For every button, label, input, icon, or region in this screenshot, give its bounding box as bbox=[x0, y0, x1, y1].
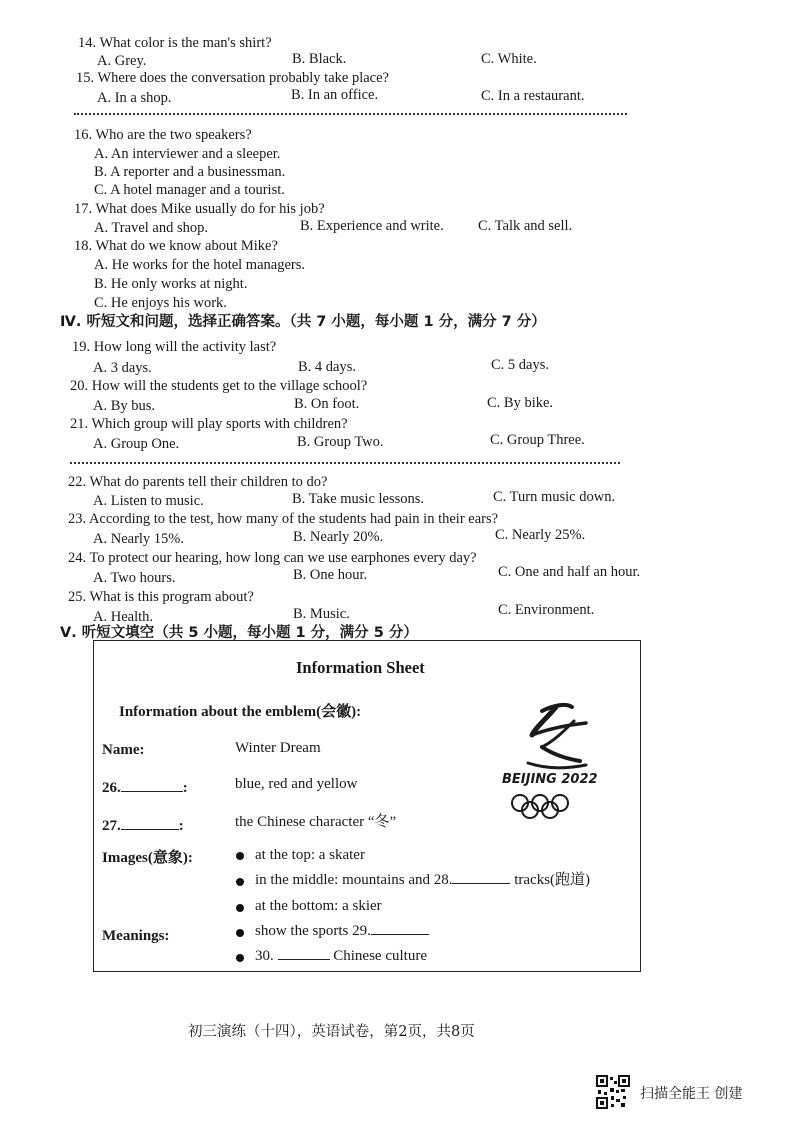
section-heading-v: Ⅴ. 听短文填空（共 5 小题，每小题 1 分，满分 5 分） bbox=[60, 625, 418, 641]
option-b: B. 4 days. bbox=[298, 359, 356, 375]
option-c: C. 5 days. bbox=[491, 357, 549, 373]
name-value: Winter Dream bbox=[235, 740, 321, 756]
dotted-divider bbox=[74, 113, 627, 115]
q27-value: the Chinese character “冬” bbox=[235, 814, 397, 830]
option-c: C. One and half an hour. bbox=[498, 564, 641, 580]
qr-code-icon bbox=[596, 1075, 630, 1109]
bullet bbox=[236, 904, 244, 912]
option-a: A. An interviewer and a sleeper. bbox=[94, 146, 281, 162]
name-label: Name: bbox=[102, 742, 145, 758]
emblem-text: BEIJING 2022 bbox=[502, 772, 598, 787]
sheet-subtitle: Information about the emblem(会徽): bbox=[119, 704, 362, 720]
option-b: B. One hour. bbox=[293, 567, 368, 583]
option-b: B. He only works at night. bbox=[94, 276, 248, 292]
option-b: B. Black. bbox=[292, 51, 347, 67]
question-stem: 17. What does Mike usually do for his job? bbox=[74, 201, 325, 217]
option-b: B. In an office. bbox=[291, 87, 379, 103]
option-b: B. A reporter and a businessman. bbox=[94, 164, 286, 180]
option-c: C. Nearly 25%. bbox=[495, 527, 586, 543]
winter-dream-logo-icon bbox=[502, 697, 618, 777]
question-stem: 16. Who are the two speakers? bbox=[74, 127, 252, 143]
bullet bbox=[236, 878, 244, 886]
image-item-bottom: at the bottom: a skier bbox=[255, 898, 382, 914]
option-a: A. In a shop. bbox=[97, 90, 172, 106]
olympic-rings-icon bbox=[506, 793, 596, 821]
question-stem: 22. What do parents tell their children to do? bbox=[68, 474, 328, 490]
option-c: C. He enjoys his work. bbox=[94, 295, 227, 311]
meaning-item-1: show the sports 29. bbox=[255, 922, 429, 940]
option-a: A. Grey. bbox=[97, 53, 147, 69]
option-a: A. Travel and shop. bbox=[94, 220, 208, 236]
information-sheet bbox=[93, 640, 641, 972]
page-footer: 初三演练（十四），英语试卷，第2页，共8页 bbox=[188, 1024, 475, 1040]
option-a: A. 3 days. bbox=[93, 360, 152, 376]
bullet bbox=[236, 929, 244, 937]
option-b: B. On foot. bbox=[294, 396, 360, 412]
image-item-top: at the top: a skater bbox=[255, 847, 365, 863]
option-c: C. Environment. bbox=[498, 602, 595, 618]
bullet bbox=[236, 852, 244, 860]
bullet bbox=[236, 954, 244, 962]
option-b: B. Nearly 20%. bbox=[293, 529, 384, 545]
beijing-2022-emblem bbox=[502, 697, 618, 827]
q27-label: 27. : bbox=[102, 818, 184, 834]
option-a: A. He works for the hotel managers. bbox=[94, 257, 305, 273]
question-stem: 21. Which group will play sports with children? bbox=[70, 416, 348, 432]
option-a: A. Health. bbox=[93, 609, 153, 625]
option-a: A. Listen to music. bbox=[93, 493, 204, 509]
option-c: C. White. bbox=[481, 51, 537, 67]
option-c: C. In a restaurant. bbox=[481, 88, 585, 104]
question-stem: 19. How long will the activity last? bbox=[72, 339, 277, 355]
question-stem: 14. What color is the man's shirt? bbox=[78, 35, 272, 51]
option-c: C. Turn music down. bbox=[493, 489, 616, 505]
image-item-middle: in the middle: mountains and 28. tracks(跑道) bbox=[255, 872, 591, 888]
option-b: B. Group Two. bbox=[297, 434, 384, 450]
option-c: C. By bike. bbox=[487, 395, 554, 411]
option-c: C. A hotel manager and a tourist. bbox=[94, 182, 285, 198]
images-label: Images(意象): bbox=[102, 850, 193, 866]
meaning-item-2: 30. Chinese culture bbox=[255, 948, 427, 964]
question-stem: 24. To protect our hearing, how long can we use earphones every day? bbox=[68, 550, 477, 566]
option-b: B. Experience and write. bbox=[300, 218, 444, 234]
option-a: A. Two hours. bbox=[93, 570, 176, 586]
q26-label: 26. : bbox=[102, 780, 188, 796]
question-stem: 18. What do we know about Mike? bbox=[74, 238, 278, 254]
option-a: A. By bus. bbox=[93, 398, 156, 414]
section-heading-iv: Ⅳ. 听短文和问题，选择正确答案。（共 7 小题，每小题 1 分，满分 7 分） bbox=[60, 314, 546, 330]
question-stem: 15. Where does the conversation probably take place? bbox=[76, 70, 389, 86]
question-stem: 20. How will the students get to the village school? bbox=[70, 378, 368, 394]
option-c: C. Group Three. bbox=[490, 432, 585, 448]
q26-value: blue, red and yellow bbox=[235, 776, 358, 792]
meanings-label: Meanings: bbox=[102, 928, 170, 944]
dotted-divider bbox=[70, 462, 620, 464]
option-a: A. Nearly 15%. bbox=[93, 531, 185, 547]
scanner-watermark: 扫描全能王 创建 bbox=[640, 1086, 743, 1102]
option-b: B. Music. bbox=[293, 606, 350, 622]
option-b: B. Take music lessons. bbox=[292, 491, 425, 507]
question-stem: 23. According to the test, how many of the students had pain in their ears? bbox=[68, 511, 499, 527]
option-a: A. Group One. bbox=[93, 436, 180, 452]
option-c: C. Talk and sell. bbox=[478, 218, 573, 234]
sheet-title: Information Sheet bbox=[296, 658, 425, 677]
question-stem: 25. What is this program about? bbox=[68, 589, 254, 605]
